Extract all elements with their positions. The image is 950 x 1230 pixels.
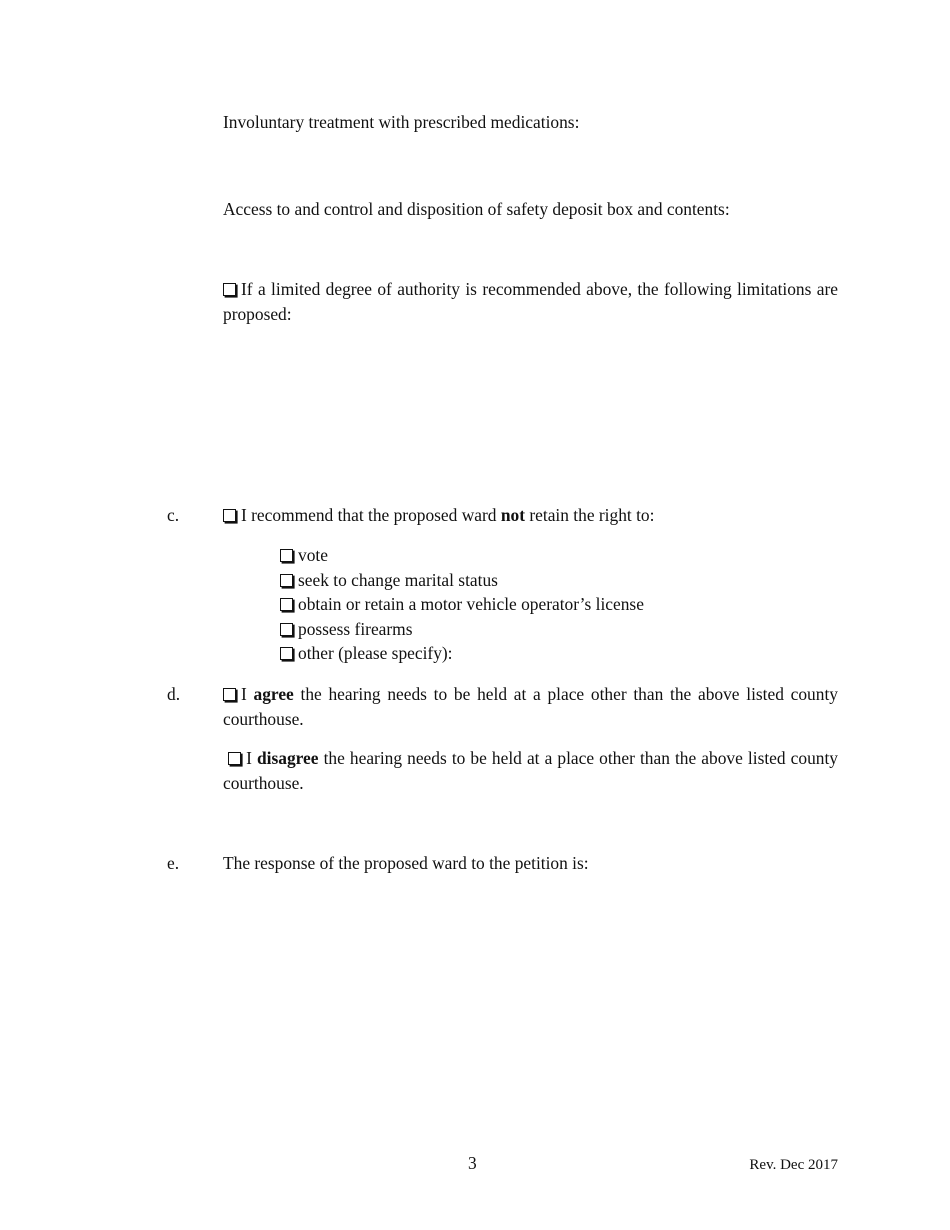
right-drivers-license-checkbox[interactable] <box>280 598 293 611</box>
disagree-after: the hearing needs to be held at a place other than the above listed county courthouse. <box>223 748 838 793</box>
right-drivers-license <box>280 592 644 617</box>
item-c-text-after: retain the right to: <box>529 505 655 525</box>
disagree-bold: disagree <box>256 748 319 768</box>
right-drivers-license-label: obtain or retain a motor vehicle operator’s license <box>298 594 644 614</box>
disagree-before: I <box>246 748 252 768</box>
right-firearms-checkbox[interactable] <box>280 623 293 636</box>
item-d-agree-paragraph <box>223 682 838 732</box>
right-marital-status-label: seek to change marital status <box>298 569 498 590</box>
limited-degree-text: If a limited degree of authority is recommended above, the following limitations are proposed: <box>223 279 838 324</box>
limited-degree-checkbox[interactable] <box>223 283 236 296</box>
item-c-text-before: I recommend that the proposed ward <box>241 505 497 525</box>
item-e-text: The response of the proposed ward to the petition is: <box>223 853 589 873</box>
right-other-checkbox[interactable] <box>280 647 293 660</box>
item-e-letter: e. <box>167 853 180 873</box>
revision-date: Rev. Dec 2017 <box>749 1157 838 1173</box>
right-firearms <box>280 617 644 642</box>
right-marital-status-checkbox[interactable] <box>280 574 293 587</box>
right-vote-label: vote <box>298 545 328 565</box>
rights-list <box>280 543 644 666</box>
item-c-letter: c. <box>167 505 180 525</box>
safety-deposit-label: Access to and control and disposition of safety deposit box and contents: <box>223 199 730 219</box>
item-c-checkbox[interactable] <box>223 509 236 522</box>
right-firearms-label: possess firearms <box>298 618 413 639</box>
disagree-checkbox[interactable] <box>228 752 241 765</box>
involuntary-treatment-label: Involuntary treatment with prescribed medications: <box>223 112 580 132</box>
item-c-statement <box>223 503 838 528</box>
item-c-text-bold: not <box>500 505 525 525</box>
right-marital-status <box>280 568 644 593</box>
right-other <box>280 641 644 666</box>
agree-before: I <box>241 684 247 704</box>
agree-checkbox[interactable] <box>223 688 236 701</box>
agree-after: the hearing needs to be held at a place other than the above listed county courthouse. <box>223 684 838 729</box>
page-number: 3 <box>468 1153 477 1173</box>
right-other-label: other (please specify): <box>298 643 453 663</box>
agree-bold: agree <box>253 684 294 704</box>
item-d-disagree-paragraph <box>223 746 838 796</box>
limited-degree-paragraph <box>223 277 838 327</box>
right-vote-checkbox[interactable] <box>280 549 293 562</box>
item-d-letter: d. <box>167 684 181 704</box>
right-vote <box>280 543 644 568</box>
